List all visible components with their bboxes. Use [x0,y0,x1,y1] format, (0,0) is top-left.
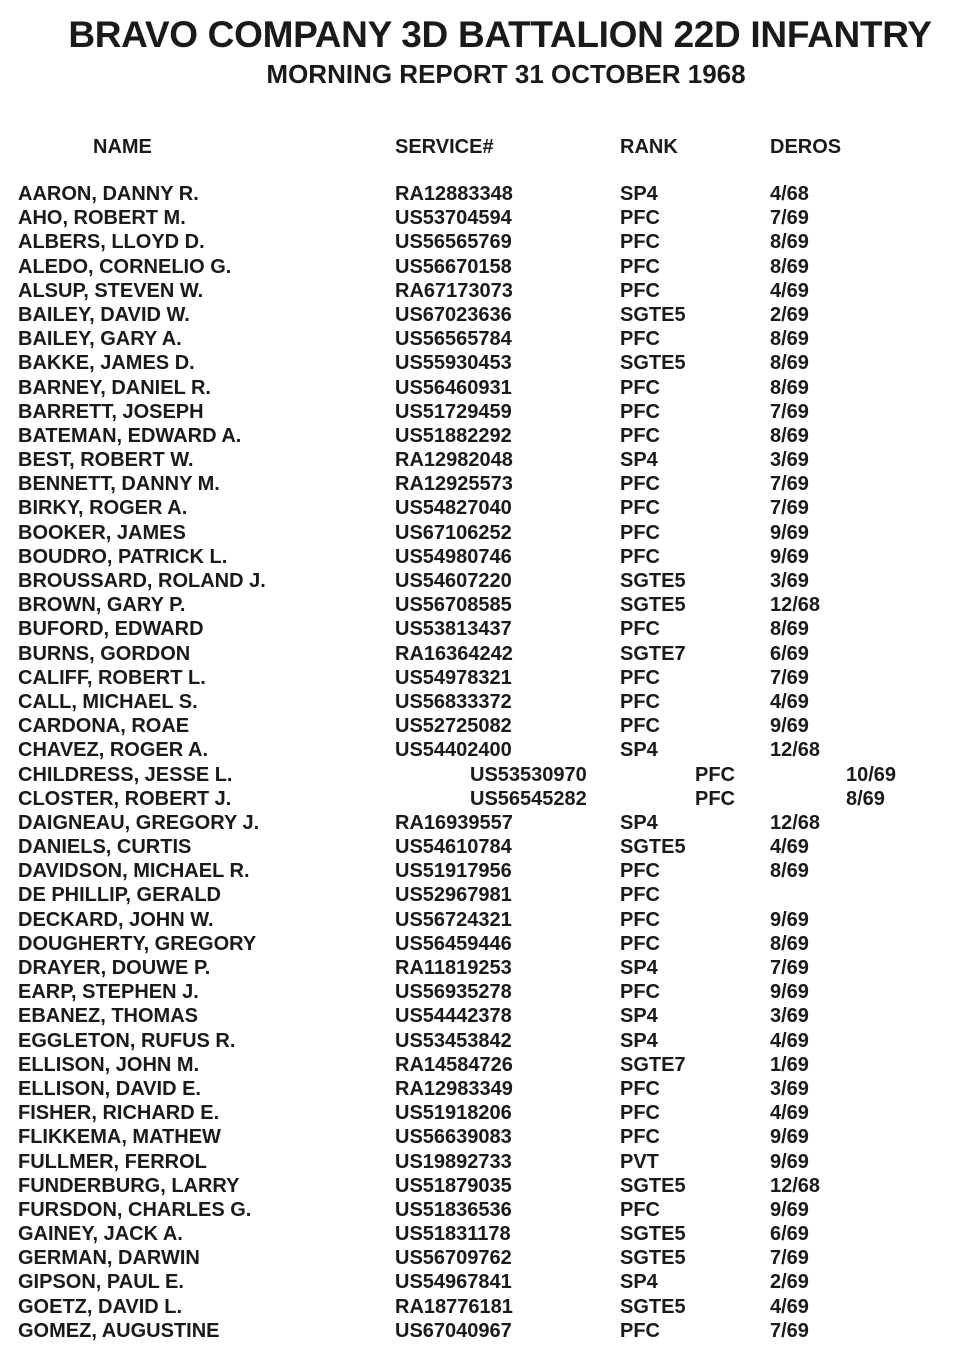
service-number-cell: US53453842 [395,1029,512,1052]
table-row [0,351,965,375]
rank-cell: PFC [620,690,660,713]
rank-cell: PFC [620,328,660,351]
table-row [0,1150,965,1174]
column-header-service: SERVICE# [395,136,494,158]
rank-cell: SP4 [620,449,658,472]
deros-cell: 7/69 [770,207,809,230]
service-number-cell: US56708585 [395,594,512,617]
deros-cell: 12/68 [770,594,821,617]
table-row [0,1319,965,1343]
table-row [0,642,965,666]
service-number-cell: US56639083 [395,1126,512,1149]
name-cell: EBANEZ, THOMAS [18,1005,198,1028]
name-cell: GAINEY, JACK A. [18,1223,183,1246]
name-cell: EGGLETON, RUFUS R. [18,1029,236,1052]
deros-cell: 2/69 [770,1271,809,1294]
deros-cell: 7/69 [770,957,809,979]
table-row [0,932,965,956]
service-number-cell: US56935278 [395,981,512,1004]
service-number-cell: US67023636 [395,303,512,326]
table-row [0,1246,965,1270]
table-row [0,327,965,351]
deros-cell: 3/69 [770,449,809,472]
deros-cell: 4/69 [770,1029,809,1052]
service-number-cell: RA18776181 [395,1295,513,1318]
name-cell: BARNEY, DANIEL R. [18,376,211,399]
name-cell: FULLMER, FERROL [18,1150,207,1173]
table-row [0,763,965,787]
deros-cell: 1/69 [770,1053,809,1076]
rank-cell: SGTE5 [620,1174,686,1197]
deros-cell: 4/69 [770,836,809,859]
name-cell: BROWN, GARY P. [18,594,186,617]
service-number-cell: US54978321 [395,666,512,689]
rank-cell: PFC [620,400,660,423]
rank-cell: SGTE5 [620,1295,686,1318]
service-number-cell: US54980746 [395,545,512,568]
deros-cell: 8/69 [770,860,809,883]
name-cell: BAILEY, GARY A. [18,328,182,351]
deros-cell: 9/69 [770,981,809,1004]
rank-cell: PFC [620,1077,660,1100]
service-number-cell: US51882292 [395,424,512,447]
name-cell: DAVIDSON, MICHAEL R. [18,860,250,883]
rank-cell: SP4 [620,1029,658,1052]
rank-cell: SGTE5 [620,1247,686,1270]
service-number-cell: RA67173073 [395,279,513,302]
service-number-cell: US51836536 [395,1198,512,1221]
service-number-cell: RA12983349 [395,1077,513,1100]
name-cell: ALEDO, CORNELIO G. [18,255,232,278]
deros-cell: 6/69 [770,1223,809,1246]
rank-cell: SGTE7 [620,1053,686,1076]
rank-cell: PFC [620,521,660,544]
service-number-cell: RA16364242 [395,642,513,665]
name-cell: ELLISON, DAVID E. [18,1077,201,1100]
service-number-cell: US54607220 [395,570,512,592]
service-number-cell: US56565784 [395,328,512,351]
rank-cell: PVT [620,1150,659,1173]
rank-cell: PFC [620,666,660,689]
table-row [0,1222,965,1246]
rank-cell: SGTE5 [620,570,686,592]
rank-cell: SGTE5 [620,352,686,375]
service-number-cell: US52725082 [395,715,512,738]
service-number-cell: RA12982048 [395,449,513,472]
deros-cell: 4/69 [770,690,809,713]
name-cell: GOETZ, DAVID L. [18,1295,183,1318]
deros-cell: 4/69 [770,1102,809,1125]
service-number-cell: US51831178 [395,1223,511,1246]
rank-cell: PFC [620,376,660,399]
deros-cell: 12/68 [770,811,821,834]
name-cell: DE PHILLIP, GERALD [18,884,221,907]
rank-cell: PFC [620,424,660,447]
deros-cell: 8/69 [770,255,809,278]
name-cell: ALBERS, LLOYD D. [18,231,205,254]
deros-cell: 8/69 [770,932,809,955]
rank-cell: PFC [620,1198,660,1221]
rank-cell: SP4 [620,811,658,834]
name-cell: ALSUP, STEVEN W. [18,279,204,302]
rank-cell: PFC [620,932,660,955]
service-number-cell: US53704594 [395,207,512,230]
service-number-cell: US54442378 [395,1005,512,1028]
deros-cell: 7/69 [770,1247,809,1270]
deros-cell: 9/69 [770,908,809,931]
table-row [0,1295,965,1319]
table-row [0,908,965,932]
table-row [0,666,965,690]
deros-cell: 12/68 [770,1174,821,1197]
service-number-cell: RA12925573 [395,473,513,496]
deros-cell: 8/69 [846,787,885,810]
name-cell: GOMEZ, AUGUSTINE [18,1319,220,1342]
name-cell: DOUGHERTY, GREGORY [18,932,257,955]
service-number-cell: US51917956 [395,860,512,883]
table-row [0,182,965,206]
service-number-cell: US54827040 [395,497,512,520]
table-row [0,835,965,859]
deros-cell: 8/69 [770,376,809,399]
deros-cell: 4/69 [770,279,809,302]
service-number-cell: US51918206 [395,1102,512,1125]
service-number-cell: US54402400 [395,739,512,762]
deros-cell: 9/69 [770,1198,809,1221]
table-row [0,593,965,617]
rank-cell: PFC [695,763,735,786]
name-cell: DECKARD, JOHN W. [18,908,214,931]
name-cell: DRAYER, DOUWE P. [18,957,211,979]
name-cell: FURSDON, CHARLES G. [18,1198,252,1221]
name-cell: FISHER, RICHARD E. [18,1102,220,1125]
service-number-cell: US67106252 [395,521,512,544]
service-number-cell: US56833372 [395,690,512,713]
deros-cell: 9/69 [770,545,809,568]
table-row [0,738,965,762]
table-row [0,1101,965,1125]
name-cell: FLIKKEMA, MATHEW [18,1126,221,1149]
report-title: BRAVO COMPANY 3D BATTALION 22D INFANTRY [68,14,932,55]
rank-cell: PFC [620,231,660,254]
table-row [0,1029,965,1053]
name-cell: BOOKER, JAMES [18,521,186,544]
table-row [0,980,965,1004]
table-row [0,496,965,520]
service-number-cell: US67040967 [395,1319,512,1342]
service-number-cell: RA16939557 [395,811,513,834]
deros-cell: 7/69 [770,473,809,496]
deros-cell: 8/69 [770,352,809,375]
name-cell: BATEMAN, EDWARD A. [18,424,242,447]
service-number-cell: US52967981 [395,884,512,907]
table-row [0,206,965,230]
table-row [0,1270,965,1294]
name-cell: BROUSSARD, ROLAND J. [18,570,266,592]
deros-cell: 10/69 [846,763,897,786]
deros-cell: 7/69 [770,400,809,423]
rank-cell: SP4 [620,183,658,205]
service-number-cell: US56724321 [395,908,512,931]
service-number-cell: US53530970 [470,763,587,786]
rank-cell: PFC [620,884,660,907]
service-number-cell: US56545282 [470,787,587,810]
service-number-cell: US56709762 [395,1247,512,1270]
name-cell: GIPSON, PAUL E. [18,1271,184,1294]
rank-cell: SP4 [620,1271,658,1294]
table-row [0,521,965,545]
deros-cell: 8/69 [770,231,809,254]
name-cell: BIRKY, ROGER A. [18,497,188,520]
name-cell: FUNDERBURG, LARRY [18,1174,240,1197]
rank-cell: SGTE7 [620,642,686,665]
rank-cell: SGTE5 [620,1223,686,1246]
rank-cell: SP4 [620,739,658,762]
name-cell: ELLISON, JOHN M. [18,1053,200,1076]
service-number-cell: US56670158 [395,255,512,278]
name-cell: CARDONA, ROAE [18,715,190,738]
rank-cell: PFC [620,255,660,278]
deros-cell: 7/69 [770,1319,809,1342]
rank-cell: PFC [620,1126,660,1149]
service-number-cell: US19892733 [395,1150,512,1173]
deros-cell: 2/69 [770,303,809,326]
name-cell: CHILDRESS, JESSE L. [18,763,233,786]
rank-cell: PFC [620,207,660,230]
name-cell: BOUDRO, PATRICK L. [18,545,228,568]
table-row [0,400,965,424]
service-number-cell: RA14584726 [395,1053,513,1076]
deros-cell: 7/69 [770,666,809,689]
rank-cell: PFC [620,715,660,738]
table-row [0,303,965,327]
name-cell: BARRETT, JOSEPH [18,400,204,423]
name-cell: DAIGNEAU, GREGORY J. [18,811,260,834]
name-cell: CLOSTER, ROBERT J. [18,787,232,810]
name-cell: AARON, DANNY R. [18,183,199,205]
service-number-cell: US54610784 [395,836,512,859]
table-row [0,1174,965,1198]
table-row [0,714,965,738]
name-cell: BAILEY, DAVID W. [18,303,190,326]
rank-cell: SGTE5 [620,836,686,859]
rank-cell: SP4 [620,957,658,979]
table-row [0,787,965,811]
rank-cell: PFC [620,473,660,496]
deros-cell: 9/69 [770,1150,809,1173]
deros-cell: 8/69 [770,424,809,447]
service-number-cell: US51729459 [395,400,512,423]
table-row [0,472,965,496]
table-row [0,690,965,714]
rank-cell: SP4 [620,1005,658,1028]
table-row [0,255,965,279]
rank-cell: PFC [620,279,660,302]
deros-cell: 9/69 [770,521,809,544]
deros-cell: 8/69 [770,618,809,641]
service-number-cell: US56460931 [395,376,512,399]
table-row [0,811,965,835]
deros-cell: 4/69 [770,1295,809,1318]
service-number-cell: US56459446 [395,932,512,955]
table-row [0,230,965,254]
table-row [0,956,965,980]
table-row [0,1077,965,1101]
service-number-cell: US56565769 [395,231,512,254]
name-cell: GERMAN, DARWIN [18,1247,200,1270]
name-cell: BENNETT, DANNY M. [18,473,220,496]
deros-cell: 3/69 [770,1005,809,1028]
roster-table [0,182,965,1343]
name-cell: BEST, ROBERT W. [18,449,194,472]
deros-cell: 4/68 [770,183,809,205]
table-row [0,569,965,593]
table-row [0,1125,965,1149]
service-number-cell: US55930453 [395,352,512,375]
rank-cell: PFC [620,545,660,568]
column-header-name: NAME [93,136,152,158]
table-row [0,1053,965,1077]
service-number-cell: RA12883348 [395,183,513,205]
rank-cell: SGTE5 [620,303,686,326]
name-cell: DANIELS, CURTIS [18,836,192,859]
rank-cell: PFC [620,618,660,641]
table-row [0,448,965,472]
name-cell: EARP, STEPHEN J. [18,981,199,1004]
deros-cell: 7/69 [770,497,809,520]
rank-cell: PFC [620,1102,660,1125]
service-number-cell: RA11819253 [395,957,512,979]
service-number-cell: US53813437 [395,618,512,641]
column-header-deros: DEROS [770,136,842,158]
table-row [0,883,965,907]
name-cell: BUFORD, EDWARD [18,618,204,641]
rank-cell: PFC [620,908,660,931]
table-row [0,545,965,569]
deros-cell: 6/69 [770,642,809,665]
name-cell: CALL, MICHAEL S. [18,690,198,713]
deros-cell: 8/69 [770,328,809,351]
rank-cell: SGTE5 [620,594,686,617]
rank-cell: PFC [620,1319,660,1342]
name-cell: CHAVEZ, ROGER A. [18,739,209,762]
deros-cell: 3/69 [770,570,809,592]
report-subtitle: MORNING REPORT 31 OCTOBER 1968 [266,59,746,89]
column-header-rank: RANK [620,136,678,158]
rank-cell: PFC [695,787,735,810]
deros-cell: 12/68 [770,739,821,762]
service-number-cell: US51879035 [395,1174,512,1197]
rank-cell: PFC [620,497,660,520]
deros-cell: 3/69 [770,1077,809,1100]
table-row [0,376,965,400]
table-row [0,1198,965,1222]
rank-cell: PFC [620,981,660,1004]
table-row [0,617,965,641]
name-cell: BAKKE, JAMES D. [18,352,195,375]
deros-cell: 9/69 [770,1126,809,1149]
rank-cell: PFC [620,860,660,883]
table-row [0,859,965,883]
name-cell: CALIFF, ROBERT L. [18,666,206,689]
name-cell: BURNS, GORDON [18,642,191,665]
deros-cell: 9/69 [770,715,809,738]
table-row [0,279,965,303]
service-number-cell: US54967841 [395,1271,512,1294]
name-cell: AHO, ROBERT M. [18,207,186,230]
table-row [0,424,965,448]
table-row [0,1004,965,1028]
